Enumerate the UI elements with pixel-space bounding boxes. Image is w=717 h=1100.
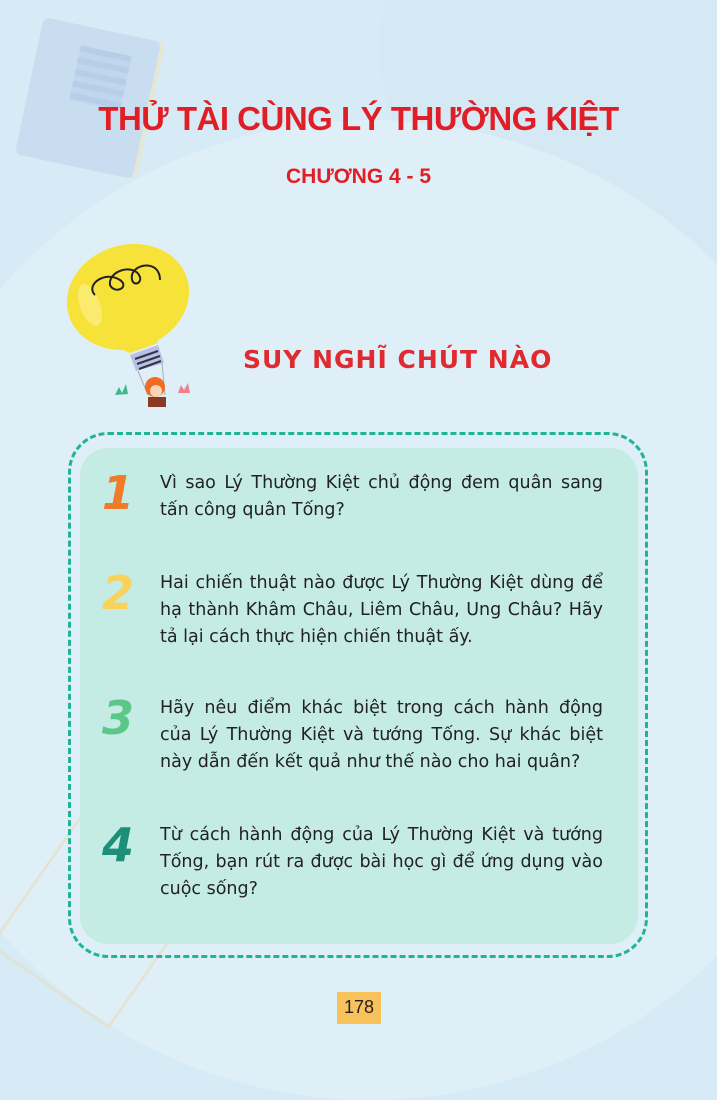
lightbulb-balloon-icon	[60, 235, 210, 415]
question-text-1: Vì sao Lý Thường Kiệt chủ động đem quân sang tấn công quân Tống?	[160, 473, 603, 520]
question-number-4: 4	[101, 818, 134, 872]
page-number: 178	[337, 992, 381, 1024]
question-number-3: 3	[101, 691, 134, 745]
question-number-1: 1	[101, 466, 134, 520]
question-text-3: Hãy nêu điểm khác biệt trong cách hành động của Lý Thường Kiệt và tướng Tống. Sự khác biệt này dẫn đến kết quả như thế nào cho hai quân?	[160, 698, 603, 772]
question-number-2: 2	[101, 566, 134, 620]
page-title: THỬ TÀI CÙNG LÝ THƯỜNG KIỆT	[98, 100, 619, 137]
question-text-4: Từ cách hành động của Lý Thường Kiệt và tướng Tống, bạn rút ra được bài học gì để ứng dụng vào cuộc sống?	[160, 825, 603, 899]
book-icon	[15, 17, 161, 179]
question-text-2: Hai chiến thuật nào được Lý Thường Kiệt dùng để hạ thành Khâm Châu, Liêm Châu, Ung Châu? Hãy tả lại cách thực hiện chiến thuật ấy.	[160, 573, 603, 647]
chapter-subtitle: CHƯƠNG 4 - 5	[285, 165, 432, 188]
section-heading: SUY NGHĨ CHÚT NÀO	[243, 345, 553, 374]
